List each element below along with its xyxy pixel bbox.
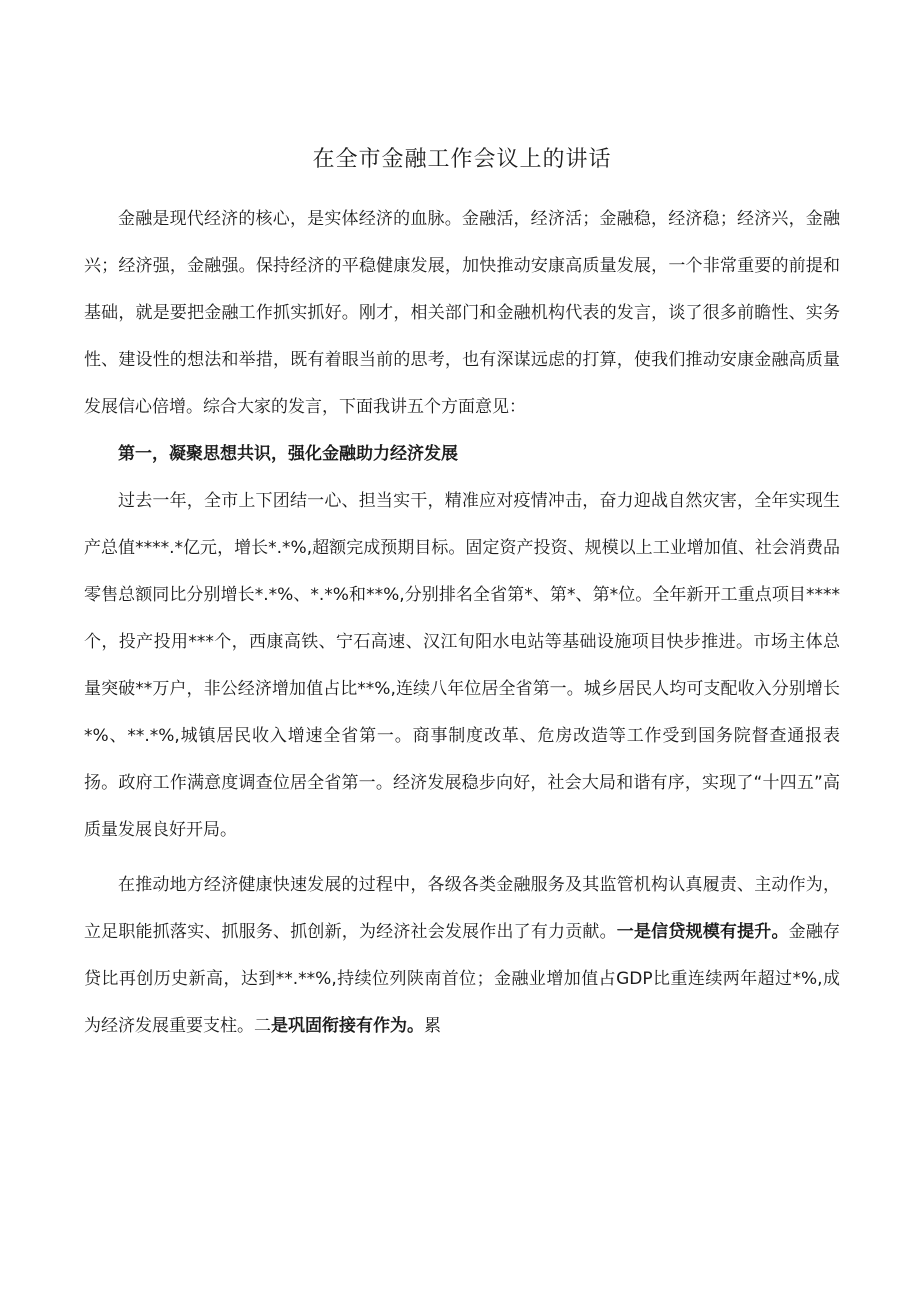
page-title: 在全市金融工作会议上的讲话 xyxy=(312,147,612,172)
document-body xyxy=(84,142,840,1050)
section-heading: 第一，凝聚思想共识，强化金融助力经济发展 xyxy=(118,444,458,464)
paragraph-2-bold-point-2: 是巩固衔接有作为。 xyxy=(271,1016,424,1036)
paragraph-2-bold-point-1: 一是信贷规模有提升。 xyxy=(616,922,789,942)
section-paragraph-2 xyxy=(84,862,840,1050)
paragraph-2-text-part-1: 在推动地方经济健康快速发展的过程中，各级各类金融服务及其监管机构认真履责、主动作为，立足职能抓落实、抓服务、抓创新，为经济社会发展作出了有力贡献。 xyxy=(84,875,840,942)
intro-paragraph: 金融是现代经济的核心，是实体经济的血脉。金融活，经济活；金融稳，经济稳；经济兴，金融兴；经济强，金融强。保持经济的平稳健康发展，加快推动安康高质量发展，一个非常重要的前提和基础，就是要把金融工作抓实抓好。刚才，相关部门和金融机构代表的发言，谈了很多前瞻性、实务性、建设性的想法和举措，既有着眼当前的思考，也有深谋远虑的打算，使我们推动安康金融高质量发展信心倍增。综合大家的发言，下面我讲五个方面意见： xyxy=(84,209,840,417)
paragraph-gap xyxy=(84,854,840,862)
section-paragraph-1: 过去一年，全市上下团结一心、担当实干，精准应对疫情冲击，奋力迎战自然灾害，全年实现生产总值****.*亿元，增长*.*%,超额完成预期目标。固定资产投资、规模以上工业增加值、社会消费品零售总额同比分别增长*.*%、*.*%和**%,分别排名全省第*、第*、第*位。全年新开工重点项目****个，投产投用***个，西康高铁、宁石高速、汉江旬阳水电站等基础设施项目快步推进。市场主体总量突破**万户，非公经济增加值占比**%,连续八年位居全省第一。城乡居民人均可支配收入分别增长*%、**.*%,城镇居民收入增速全省第一。商事制度改革、危房改造等工作受到国务院督查通报表扬。政府工作满意度调查位居全省第一。经济发展稳步向好，社会大局和谐有序，实现了“十四五”高质量发展良好开局。 xyxy=(84,491,840,840)
paragraph-2-text-part-3: 累 xyxy=(424,1016,441,1036)
paragraph-2-text-part-2: 金融存贷比再创历史新高，达到**.**%,持续位列陕南首位；金融业增加值占GDP比重连续两年超过*%,成为经济发展重要支柱。二 xyxy=(84,922,841,1036)
